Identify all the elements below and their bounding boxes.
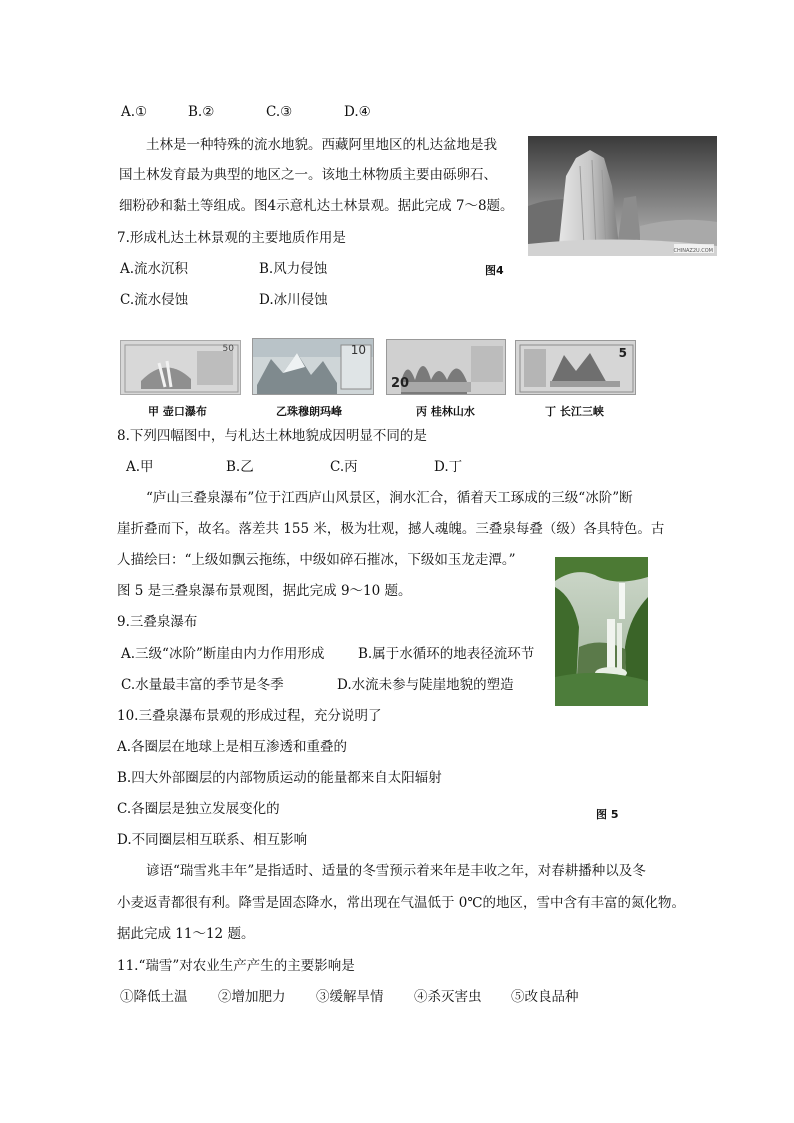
q9-stem: 9.三叠泉瀑布 — [117, 614, 198, 630]
passage1-line-1: 土林是一种特殊的流水地貌。西藏阿里地区的札达盆地是我 — [146, 137, 497, 153]
q7-option-a: A.流水沉积 — [120, 261, 189, 277]
q10-option-b: B.四大外部圈层的内部物质运动的能量都来自太阳辐射 — [117, 770, 442, 786]
banknote-bing-denomination: 20 — [391, 376, 410, 391]
passage2-line-3: 人描绘曰：“上级如飘云拖练，中级如碎石摧冰，下级如玉龙走潭。” — [117, 552, 516, 568]
banknote-jia-denomination: 50 — [222, 344, 234, 354]
q6-option-c: C.③ — [266, 104, 293, 120]
q7-option-c: C.流水侵蚀 — [120, 292, 189, 308]
passage3-line-1: 谚语“瑞雪兆丰年”是指适时、适量的冬雪预示着来年是丰收之年，对春耕播种以及冬 — [146, 863, 646, 879]
passage2-line-2: 崖折叠而下，故名。落差共 155 米，极为壮观，撼人魂魄。三叠泉每叠（级）各具特色。古 — [117, 521, 665, 537]
banknote-jia — [120, 340, 241, 395]
q8-option-b: B.乙 — [226, 459, 254, 475]
passage3-line-3: 据此完成 11～12 题。 — [117, 926, 255, 942]
q9-option-a: A.三级“冰阶”断崖由内力作用形成 — [121, 646, 325, 662]
q10-option-c: C.各圈层是独立发展变化的 — [117, 801, 280, 817]
banknote-bing — [386, 339, 506, 395]
q8-stem: 8.下列四幅图中，与札达土林地貌成因明显不同的是 — [117, 428, 427, 444]
q6-option-b: B.② — [188, 104, 215, 120]
q8-option-d: D.丁 — [434, 459, 463, 475]
q9-option-b: B.属于水循环的地表径流环节 — [358, 646, 535, 662]
figure-5-label: 图 5 — [596, 808, 619, 821]
banknote-ding — [515, 340, 636, 395]
q7-stem: 7.形成札达土林景观的主要地质作用是 — [117, 230, 346, 246]
q11-item-3: ③缓解旱情 — [316, 989, 384, 1005]
banknote-yi — [252, 338, 374, 395]
q7-option-b: B.风力侵蚀 — [259, 261, 328, 277]
banknote-ding-denomination: 5 — [618, 346, 627, 360]
figure-5-photo — [555, 557, 648, 706]
q8-option-a: A.甲 — [126, 459, 154, 475]
figure-4-watermark: CHINAZ2U.COM — [673, 248, 713, 254]
passage1-line-2: 国土林发育最为典型的地区之一。该地土林物质主要由砾卵石、 — [119, 167, 497, 183]
q11-item-5: ⑤改良品种 — [511, 989, 579, 1005]
banknote-yi-denomination: 10 — [350, 343, 366, 357]
q11-stem: 11.“瑞雪”对农业生产产生的主要影响是 — [117, 958, 355, 974]
banknote-yi-caption: 乙珠穆朗玛峰 — [276, 405, 342, 418]
q10-option-a: A.各圈层在地球上是相互渗透和重叠的 — [117, 739, 348, 755]
passage3-line-2: 小麦返青都很有利。降雪是固态降水，常出现在气温低于 0℃的地区，雪中含有丰富的氮化物。 — [117, 895, 685, 911]
figure-4-label: 图4 — [485, 264, 504, 277]
passage2-line-1: “庐山三叠泉瀑布”位于江西庐山风景区，涧水汇合，循着天工琢成的三级“冰阶”断 — [146, 490, 633, 506]
q6-option-a: A.① — [121, 104, 148, 120]
q10-option-d: D.不同圈层相互联系、相互影响 — [117, 832, 308, 848]
q7-option-d: D.冰川侵蚀 — [259, 292, 328, 308]
q10-stem: 10.三叠泉瀑布景观的形成过程，充分说明了 — [117, 708, 382, 724]
banknote-bing-caption: 丙 桂林山水 — [416, 405, 475, 418]
q11-item-1: ①降低土温 — [120, 989, 188, 1005]
q8-option-c: C.丙 — [330, 459, 358, 475]
banknote-jia-caption: 甲 壶口瀑布 — [148, 405, 207, 418]
q6-option-d: D.④ — [344, 104, 371, 120]
q11-item-4: ④杀灭害虫 — [414, 989, 482, 1005]
passage1-line-3: 细粉砂和黏土等组成。图4示意札达土林景观。据此完成 7～8题。 — [119, 198, 514, 214]
figure-4-photo — [528, 136, 717, 256]
passage2-line-4: 图 5 是三叠泉瀑布景观图，据此完成 9～10 题。 — [117, 583, 412, 599]
banknote-ding-caption: 丁 长江三峡 — [545, 405, 604, 418]
q9-option-d: D.水流未参与陡崖地貌的塑造 — [337, 677, 514, 693]
q11-item-2: ②增加肥力 — [218, 989, 286, 1005]
q9-option-c: C.水量最丰富的季节是冬季 — [121, 677, 284, 693]
